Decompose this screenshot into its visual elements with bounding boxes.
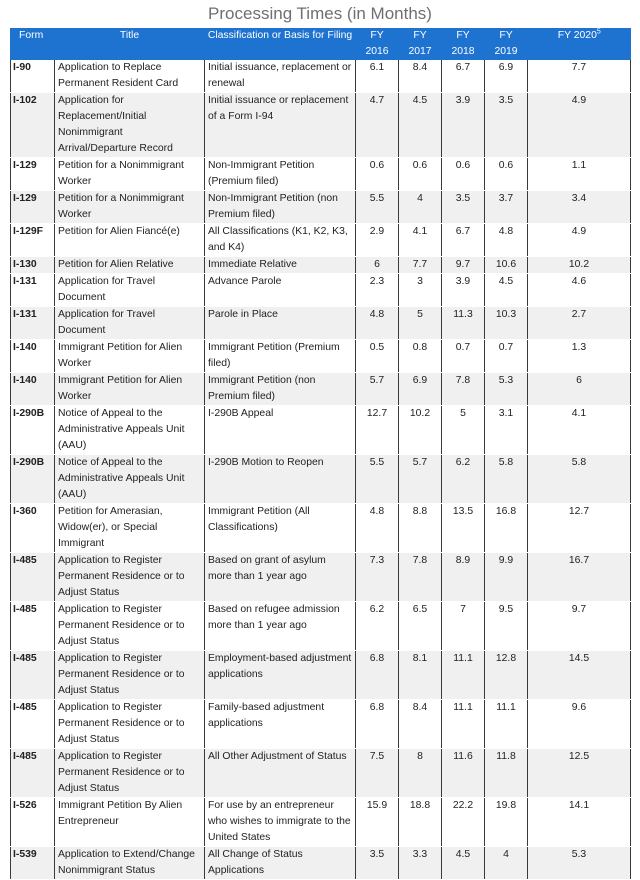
form-cell: I-129 <box>11 158 55 191</box>
classification-cell: Based on grant of asylum more than 1 year ago <box>205 553 356 602</box>
form-cell: I-485 <box>11 553 55 602</box>
fy2019-cell: 3.5 <box>485 93 528 158</box>
column-header-form: Form <box>11 28 55 60</box>
fy2019-cell: 10.3 <box>485 307 528 340</box>
fy2020-cell: 4.9 <box>528 224 631 257</box>
fy2016-cell: 2.3 <box>356 274 399 307</box>
fy2017-cell: 5.7 <box>399 455 442 504</box>
fy2016-cell: 15.9 <box>356 798 399 847</box>
fy2020-cell: 7.7 <box>528 60 631 93</box>
fy2017-cell: 4 <box>399 191 442 224</box>
fy2018-cell: 11.1 <box>442 700 485 749</box>
fy2016-cell: 5.5 <box>356 191 399 224</box>
fy2016-cell: 6 <box>356 257 399 274</box>
title-cell: Immigrant Petition By Alien Entrepreneur <box>55 798 205 847</box>
fy2017-cell: 10.2 <box>399 406 442 455</box>
fy2019-cell: 11.8 <box>485 749 528 798</box>
fy2016-cell: 6.2 <box>356 602 399 651</box>
form-cell: I-90 <box>11 60 55 93</box>
table-row <box>11 257 631 274</box>
fy2017-cell: 3.3 <box>399 847 442 880</box>
classification-cell: Immigrant Petition (Premium filed) <box>205 340 356 373</box>
title-cell: Notice of Appeal to the Administrative Appeals Unit (AAU) <box>55 455 205 504</box>
title-cell: Application to Replace Permanent Resident Card <box>55 60 205 93</box>
table-row <box>11 340 631 373</box>
fy2016-cell: 6.8 <box>356 651 399 700</box>
title-cell: Immigrant Petition for Alien Worker <box>55 373 205 406</box>
processing-times-table <box>10 28 631 880</box>
fy2018-cell: 22.2 <box>442 798 485 847</box>
table-row <box>11 749 631 798</box>
fy2019-cell: 6.9 <box>485 60 528 93</box>
fy2020-cell: 5.8 <box>528 455 631 504</box>
fy2018-cell: 4.5 <box>442 847 485 880</box>
title-cell: Application for Replacement/Initial Nonimmigrant Arrival/Departure Record <box>55 93 205 158</box>
fy2016-cell: 6.8 <box>356 700 399 749</box>
form-cell: I-290B <box>11 406 55 455</box>
fy2020-cell: 12.5 <box>528 749 631 798</box>
form-cell: I-485 <box>11 651 55 700</box>
fy2016-cell: 12.7 <box>356 406 399 455</box>
form-cell: I-485 <box>11 749 55 798</box>
fy2017-cell: 7.7 <box>399 257 442 274</box>
table-row <box>11 504 631 553</box>
title-cell: Application to Extend/Change Nonimmigrant Status <box>55 847 205 880</box>
fy2019-cell: 12.8 <box>485 651 528 700</box>
title-cell: Application to Register Permanent Residence or to Adjust Status <box>55 651 205 700</box>
fy2018-cell: 7.8 <box>442 373 485 406</box>
classification-cell: Employment-based adjustment applications <box>205 651 356 700</box>
fy2017-cell: 4.5 <box>399 93 442 158</box>
table-row <box>11 224 631 257</box>
column-header-title: Title <box>55 28 205 60</box>
fy2017-cell: 7.8 <box>399 553 442 602</box>
fy2020-cell: 12.7 <box>528 504 631 553</box>
fy2016-cell: 6.1 <box>356 60 399 93</box>
fy2019-cell: 4.8 <box>485 224 528 257</box>
title-cell: Application to Register Permanent Residence or to Adjust Status <box>55 749 205 798</box>
form-cell: I-131 <box>11 274 55 307</box>
column-header-fy2016: FY 2016 <box>356 28 399 60</box>
table-row <box>11 274 631 307</box>
fy2020-cell: 4.1 <box>528 406 631 455</box>
fy2020-cell: 16.7 <box>528 553 631 602</box>
classification-cell: All Classifications (K1, K2, K3, and K4) <box>205 224 356 257</box>
fy2018-cell: 7 <box>442 602 485 651</box>
fy2018-cell: 13.5 <box>442 504 485 553</box>
fy2018-cell: 8.9 <box>442 553 485 602</box>
title-cell: Notice of Appeal to the Administrative Appeals Unit (AAU) <box>55 406 205 455</box>
classification-cell: Initial issuance or replacement of a Form I-94 <box>205 93 356 158</box>
title-cell: Application for Travel Document <box>55 274 205 307</box>
fy2020-cell: 14.5 <box>528 651 631 700</box>
fy2019-cell: 3.7 <box>485 191 528 224</box>
fy2018-cell: 6.2 <box>442 455 485 504</box>
column-header-fy2017: FY 2017 <box>399 28 442 60</box>
classification-cell: For use by an entrepreneur who wishes to immigrate to the United States <box>205 798 356 847</box>
column-header-classification: Classification or Basis for Filing <box>205 28 356 60</box>
fy2018-cell: 11.3 <box>442 307 485 340</box>
fy2016-cell: 2.9 <box>356 224 399 257</box>
fy2019-cell: 16.8 <box>485 504 528 553</box>
classification-cell: All Change of Status Applications <box>205 847 356 880</box>
fy2017-cell: 6.9 <box>399 373 442 406</box>
fy2019-cell: 0.7 <box>485 340 528 373</box>
fy2020-cell: 4.6 <box>528 274 631 307</box>
fy2018-cell: 3.5 <box>442 191 485 224</box>
form-cell: I-526 <box>11 798 55 847</box>
fy2016-cell: 5.5 <box>356 455 399 504</box>
table-row <box>11 158 631 191</box>
form-cell: I-131 <box>11 307 55 340</box>
fy2019-cell: 9.9 <box>485 553 528 602</box>
classification-cell: Advance Parole <box>205 274 356 307</box>
fy2017-cell: 8.8 <box>399 504 442 553</box>
classification-cell: I-290B Motion to Reopen <box>205 455 356 504</box>
classification-cell: Immigrant Petition (non Premium filed) <box>205 373 356 406</box>
fy2018-cell: 0.6 <box>442 158 485 191</box>
title-cell: Application to Register Permanent Residence or to Adjust Status <box>55 700 205 749</box>
fy2020-label: FY 2020 <box>557 30 597 41</box>
fy2019-cell: 10.6 <box>485 257 528 274</box>
title-cell: Application for Travel Document <box>55 307 205 340</box>
fy2020-cell: 9.6 <box>528 700 631 749</box>
classification-cell: Non-Immigrant Petition (non Premium filed) <box>205 191 356 224</box>
form-cell: I-140 <box>11 373 55 406</box>
fy2019-cell: 9.5 <box>485 602 528 651</box>
fy2018-cell: 11.1 <box>442 651 485 700</box>
table-row <box>11 553 631 602</box>
fy2019-cell: 0.6 <box>485 158 528 191</box>
fy2017-cell: 8.4 <box>399 60 442 93</box>
fy2020-cell: 14.1 <box>528 798 631 847</box>
classification-cell: Based on refugee admission more than 1 year ago <box>205 602 356 651</box>
form-cell: I-140 <box>11 340 55 373</box>
classification-cell: Initial issuance, replacement or renewal <box>205 60 356 93</box>
fy2020-cell: 4.9 <box>528 93 631 158</box>
table-row <box>11 651 631 700</box>
fy2020-cell: 2.7 <box>528 307 631 340</box>
title-cell: Petition for a Nonimmigrant Worker <box>55 191 205 224</box>
fy2018-cell: 6.7 <box>442 224 485 257</box>
fy2019-cell: 19.8 <box>485 798 528 847</box>
form-cell: I-539 <box>11 847 55 880</box>
form-cell: I-102 <box>11 93 55 158</box>
classification-cell: Non-Immigrant Petition (Premium filed) <box>205 158 356 191</box>
fy2018-cell: 5 <box>442 406 485 455</box>
title-cell: Application to Register Permanent Residence or to Adjust Status <box>55 553 205 602</box>
fy2019-cell: 4 <box>485 847 528 880</box>
table-row <box>11 373 631 406</box>
table-row <box>11 307 631 340</box>
form-cell: I-360 <box>11 504 55 553</box>
title-cell: Immigrant Petition for Alien Worker <box>55 340 205 373</box>
fy2016-cell: 4.7 <box>356 93 399 158</box>
fy2018-cell: 3.9 <box>442 93 485 158</box>
fy2017-cell: 18.8 <box>399 798 442 847</box>
form-cell: I-485 <box>11 700 55 749</box>
column-header-fy2020 <box>528 28 631 60</box>
fy2016-cell: 7.3 <box>356 553 399 602</box>
fy2016-cell: 4.8 <box>356 504 399 553</box>
fy2020-cell: 3.4 <box>528 191 631 224</box>
title-cell: Petition for Alien Fiancé(e) <box>55 224 205 257</box>
fy2017-cell: 0.8 <box>399 340 442 373</box>
table-row <box>11 700 631 749</box>
table-header-row <box>11 28 631 60</box>
fy2019-cell: 5.8 <box>485 455 528 504</box>
fy2018-cell: 9.7 <box>442 257 485 274</box>
table-row <box>11 798 631 847</box>
table-row <box>11 191 631 224</box>
classification-cell: Parole in Place <box>205 307 356 340</box>
column-header-fy2019: FY 2019 <box>485 28 528 60</box>
fy2020-cell: 1.1 <box>528 158 631 191</box>
classification-cell: All Other Adjustment of Status <box>205 749 356 798</box>
title-cell: Petition for Alien Relative <box>55 257 205 274</box>
fy2017-cell: 0.6 <box>399 158 442 191</box>
table-row <box>11 847 631 880</box>
form-cell: I-129F <box>11 224 55 257</box>
column-header-fy2018: FY 2018 <box>442 28 485 60</box>
table-row <box>11 93 631 158</box>
title-cell: Petition for Amerasian, Widow(er), or Special Immigrant <box>55 504 205 553</box>
fy2018-cell: 3.9 <box>442 274 485 307</box>
fy2017-cell: 4.1 <box>399 224 442 257</box>
table-row <box>11 602 631 651</box>
form-cell: I-130 <box>11 257 55 274</box>
fy2016-cell: 7.5 <box>356 749 399 798</box>
fy2017-cell: 8.4 <box>399 700 442 749</box>
table-row <box>11 406 631 455</box>
fy2019-cell: 3.1 <box>485 406 528 455</box>
fy2019-cell: 11.1 <box>485 700 528 749</box>
fy2017-cell: 5 <box>399 307 442 340</box>
page-title: Processing Times (in Months) <box>208 4 432 23</box>
fy2016-cell: 5.7 <box>356 373 399 406</box>
fy2016-cell: 0.6 <box>356 158 399 191</box>
fy2016-cell: 0.5 <box>356 340 399 373</box>
fy2020-cell: 10.2 <box>528 257 631 274</box>
table-row <box>11 60 631 93</box>
classification-cell: I-290B Appeal <box>205 406 356 455</box>
fy2020-cell: 6 <box>528 373 631 406</box>
table-body <box>11 60 631 880</box>
classification-cell: Immigrant Petition (All Classifications) <box>205 504 356 553</box>
classification-cell: Immediate Relative <box>205 257 356 274</box>
fy2017-cell: 8 <box>399 749 442 798</box>
form-cell: I-290B <box>11 455 55 504</box>
fy2020-footnote: 5 <box>596 28 601 36</box>
fy2019-cell: 5.3 <box>485 373 528 406</box>
fy2020-cell: 5.3 <box>528 847 631 880</box>
fy2016-cell: 3.5 <box>356 847 399 880</box>
fy2016-cell: 4.8 <box>356 307 399 340</box>
title-cell: Application to Register Permanent Residence or to Adjust Status <box>55 602 205 651</box>
fy2017-cell: 3 <box>399 274 442 307</box>
form-cell: I-485 <box>11 602 55 651</box>
classification-cell: Family-based adjustment applications <box>205 700 356 749</box>
table-row <box>11 455 631 504</box>
fy2018-cell: 11.6 <box>442 749 485 798</box>
fy2020-cell: 9.7 <box>528 602 631 651</box>
form-cell: I-129 <box>11 191 55 224</box>
title-cell: Petition for a Nonimmigrant Worker <box>55 158 205 191</box>
fy2020-cell: 1.3 <box>528 340 631 373</box>
fy2017-cell: 8.1 <box>399 651 442 700</box>
fy2019-cell: 4.5 <box>485 274 528 307</box>
fy2017-cell: 6.5 <box>399 602 442 651</box>
fy2018-cell: 6.7 <box>442 60 485 93</box>
fy2018-cell: 0.7 <box>442 340 485 373</box>
